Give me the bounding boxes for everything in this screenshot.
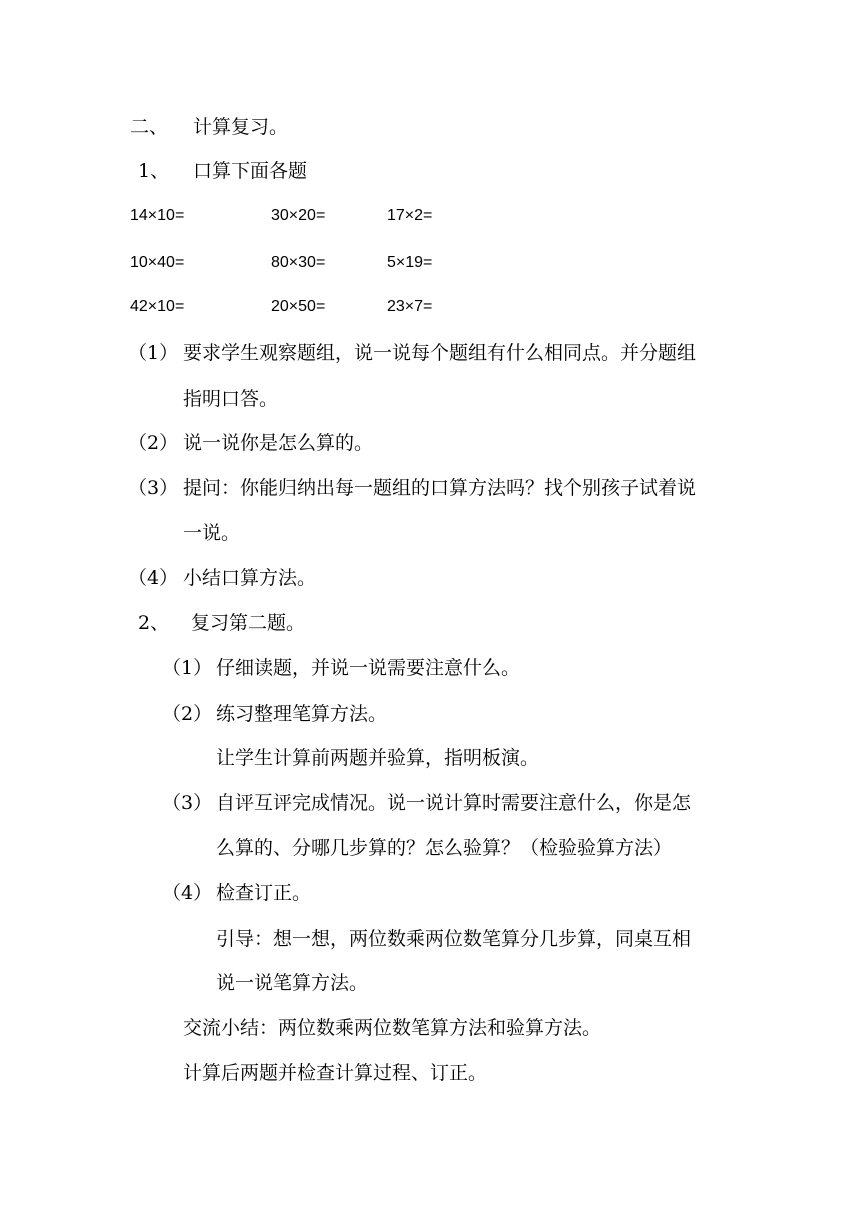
grid-cell: 10×40=	[130, 254, 185, 271]
step-subtext: 引导：想一想，两位数乘两位数笔算分几步算，同桌互相	[216, 928, 692, 950]
step-text: 小结口算方法。	[183, 567, 317, 589]
step-text: 练习整理笔算方法。	[216, 703, 388, 725]
grid-cell: 17×2=	[387, 207, 433, 224]
step-marker: （2）	[128, 432, 179, 454]
item1-marker: 1、	[138, 160, 170, 182]
final-text: 计算后两题并检查计算过程、订正。	[183, 1062, 488, 1084]
step-text-continued: 么算的、分哪几步算的？怎么验算？（检验验算方法）	[216, 837, 673, 859]
step-text-continued: 一说。	[183, 522, 241, 544]
grid-cell: 14×10=	[130, 207, 185, 224]
step-marker: （2）	[162, 703, 213, 725]
step-marker: （3）	[128, 477, 179, 499]
grid-cell: 30×20=	[271, 207, 326, 224]
grid-cell: 42×10=	[130, 298, 185, 315]
section-marker: 二、	[130, 116, 169, 138]
step-text: 提问：你能归纳出每一题组的口算方法吗？找个别孩子试着说	[183, 477, 697, 499]
item2-marker: 2、	[138, 612, 170, 634]
step-text: 说一说你是怎么算的。	[183, 432, 374, 454]
step-marker: （3）	[162, 792, 213, 814]
summary-text: 交流小结：两位数乘两位数笔算方法和验算方法。	[183, 1017, 602, 1039]
step-marker: （1）	[162, 657, 213, 679]
step-marker: （4）	[162, 882, 213, 904]
grid-cell: 80×30=	[271, 254, 326, 271]
step-marker: （4）	[128, 567, 179, 589]
item1-title: 口算下面各题	[193, 160, 308, 182]
step-marker: （1）	[128, 342, 179, 364]
item2-title: 复习第二题。	[191, 612, 306, 634]
step-subtext: 让学生计算前两题并验算，指明板演。	[216, 747, 540, 769]
step-text: 自评互评完成情况。说一说计算时需要注意什么，你是怎	[216, 792, 692, 814]
grid-cell: 5×19=	[387, 254, 433, 271]
section-title: 计算复习。	[193, 116, 289, 138]
step-subtext-continued: 说一说笔算方法。	[216, 972, 369, 994]
step-text-continued: 指明口答。	[183, 388, 279, 410]
step-text: 仔细读题，并说一说需要注意什么。	[216, 657, 521, 679]
grid-cell: 20×50=	[271, 298, 326, 315]
step-text: 要求学生观察题组，说一说每个题组有什么相同点。并分题组	[183, 342, 697, 364]
grid-cell: 23×7=	[387, 298, 433, 315]
step-text: 检查订正。	[216, 882, 312, 904]
